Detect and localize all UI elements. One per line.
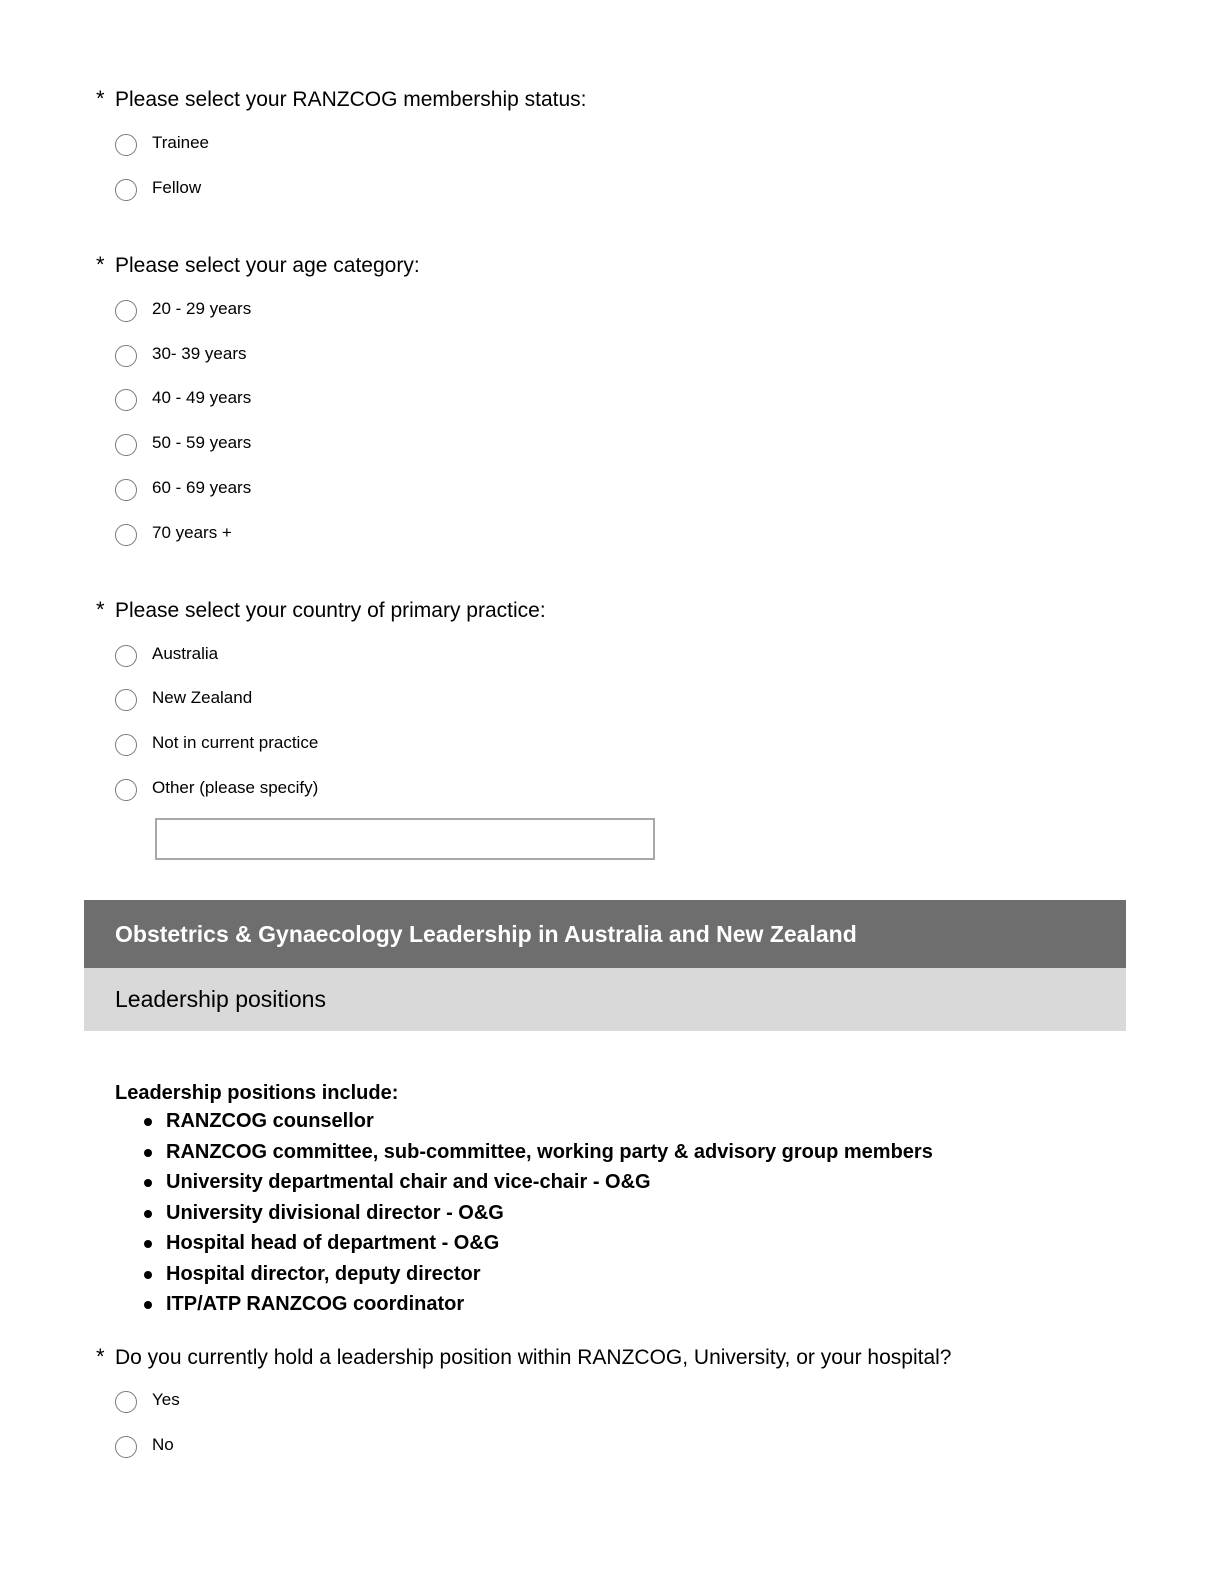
radio-option-not-in-practice[interactable] [115,732,318,758]
option-label: Fellow [152,178,202,197]
radio-option-age-50-59[interactable] [115,432,251,458]
list-item-text: University departmental chair and vice-chair - O&G [166,1171,651,1193]
list-item [115,1198,933,1229]
radio-button[interactable] [115,1436,137,1458]
list-item [115,1259,933,1290]
bullet-icon [144,1118,152,1126]
option-label: Other (please specify) [152,778,319,797]
radio-button[interactable] [115,479,137,501]
list-item-text: Hospital director, deputy director [166,1262,481,1285]
bullet-icon [144,1149,152,1157]
option-label: 40 - 49 years [152,388,252,407]
radio-button[interactable] [115,389,137,411]
option-label: Trainee [152,133,210,152]
list-item [115,1137,933,1168]
required-marker: * [96,252,105,277]
section-subtitle: Leadership positions [115,986,326,1012]
radio-button[interactable] [115,689,137,711]
question-membership-status [96,87,587,112]
radio-option-age-60-69[interactable] [115,477,251,503]
section-subheader [84,968,1126,1031]
radio-option-new-zealand[interactable] [115,687,252,713]
radio-button[interactable] [115,1391,137,1413]
question-country-of-practice [96,598,546,623]
radio-option-age-40-49[interactable] [115,387,251,413]
option-label: New Zealand [152,688,253,707]
question-text: Please select your age category: [115,254,420,277]
radio-button[interactable] [115,734,137,756]
option-label: No [152,1435,174,1454]
radio-button[interactable] [115,345,137,367]
radio-button[interactable] [115,645,137,667]
list-item [115,1228,933,1259]
bullet-icon [144,1240,152,1248]
bullet-icon [144,1179,152,1187]
option-label: Not in current practice [152,733,319,752]
option-label: 20 - 29 years [152,299,252,318]
required-marker: * [96,86,105,111]
radio-button[interactable] [115,179,137,201]
option-label: 50 - 59 years [152,433,252,452]
bullet-icon [144,1271,152,1279]
required-marker: * [96,597,105,622]
radio-option-trainee[interactable] [115,132,209,158]
question-age-category [96,253,420,278]
section-header [84,900,1126,968]
radio-option-australia[interactable] [115,643,218,669]
bullet-icon [144,1301,152,1309]
list-item-text: University divisional director - O&G [166,1201,504,1224]
option-label: 60 - 69 years [152,478,252,497]
option-label: Australia [152,644,219,663]
option-label: 70 years + [152,523,232,542]
radio-option-fellow[interactable] [115,177,201,203]
radio-button[interactable] [115,134,137,156]
option-label: Yes [152,1390,180,1409]
list-item-text: Hospital head of department - O&G [166,1232,500,1254]
question-leadership-position [96,1345,951,1370]
list-item [115,1289,933,1320]
list-item [115,1167,933,1198]
radio-option-age-70-plus[interactable] [115,522,232,548]
leadership-positions-list [115,1106,933,1320]
radio-button[interactable] [115,524,137,546]
list-item-text: RANZCOG counsellor [166,1110,374,1132]
radio-option-yes[interactable] [115,1389,180,1415]
question-text: Please select your RANZCOG membership status: [115,88,587,111]
radio-option-age-20-29[interactable] [115,298,251,324]
radio-button[interactable] [115,300,137,322]
required-marker: * [96,1344,105,1369]
list-item-text: ITP/ATP RANZCOG coordinator [166,1293,465,1315]
question-text: Please select your country of primary practice: [115,599,546,622]
list-item [115,1106,933,1137]
radio-option-other[interactable] [115,777,318,803]
other-specify-input[interactable] [155,818,655,860]
leadership-info-heading: Leadership positions include: [115,1082,399,1104]
section-title: Obstetrics & Gynaecology Leadership in Australia and New Zealand [115,920,857,947]
radio-button[interactable] [115,779,137,801]
question-text: Do you currently hold a leadership position within RANZCOG, University, or your hospital? [115,1346,952,1369]
radio-option-no[interactable] [115,1434,174,1460]
radio-option-age-30-39[interactable] [115,343,247,369]
list-item-text: RANZCOG committee, sub-committee, working party & advisory group members [166,1140,933,1163]
radio-button[interactable] [115,434,137,456]
leadership-info-block [115,1080,933,1320]
bullet-icon [144,1210,152,1218]
option-label: 30- 39 years [152,344,247,363]
